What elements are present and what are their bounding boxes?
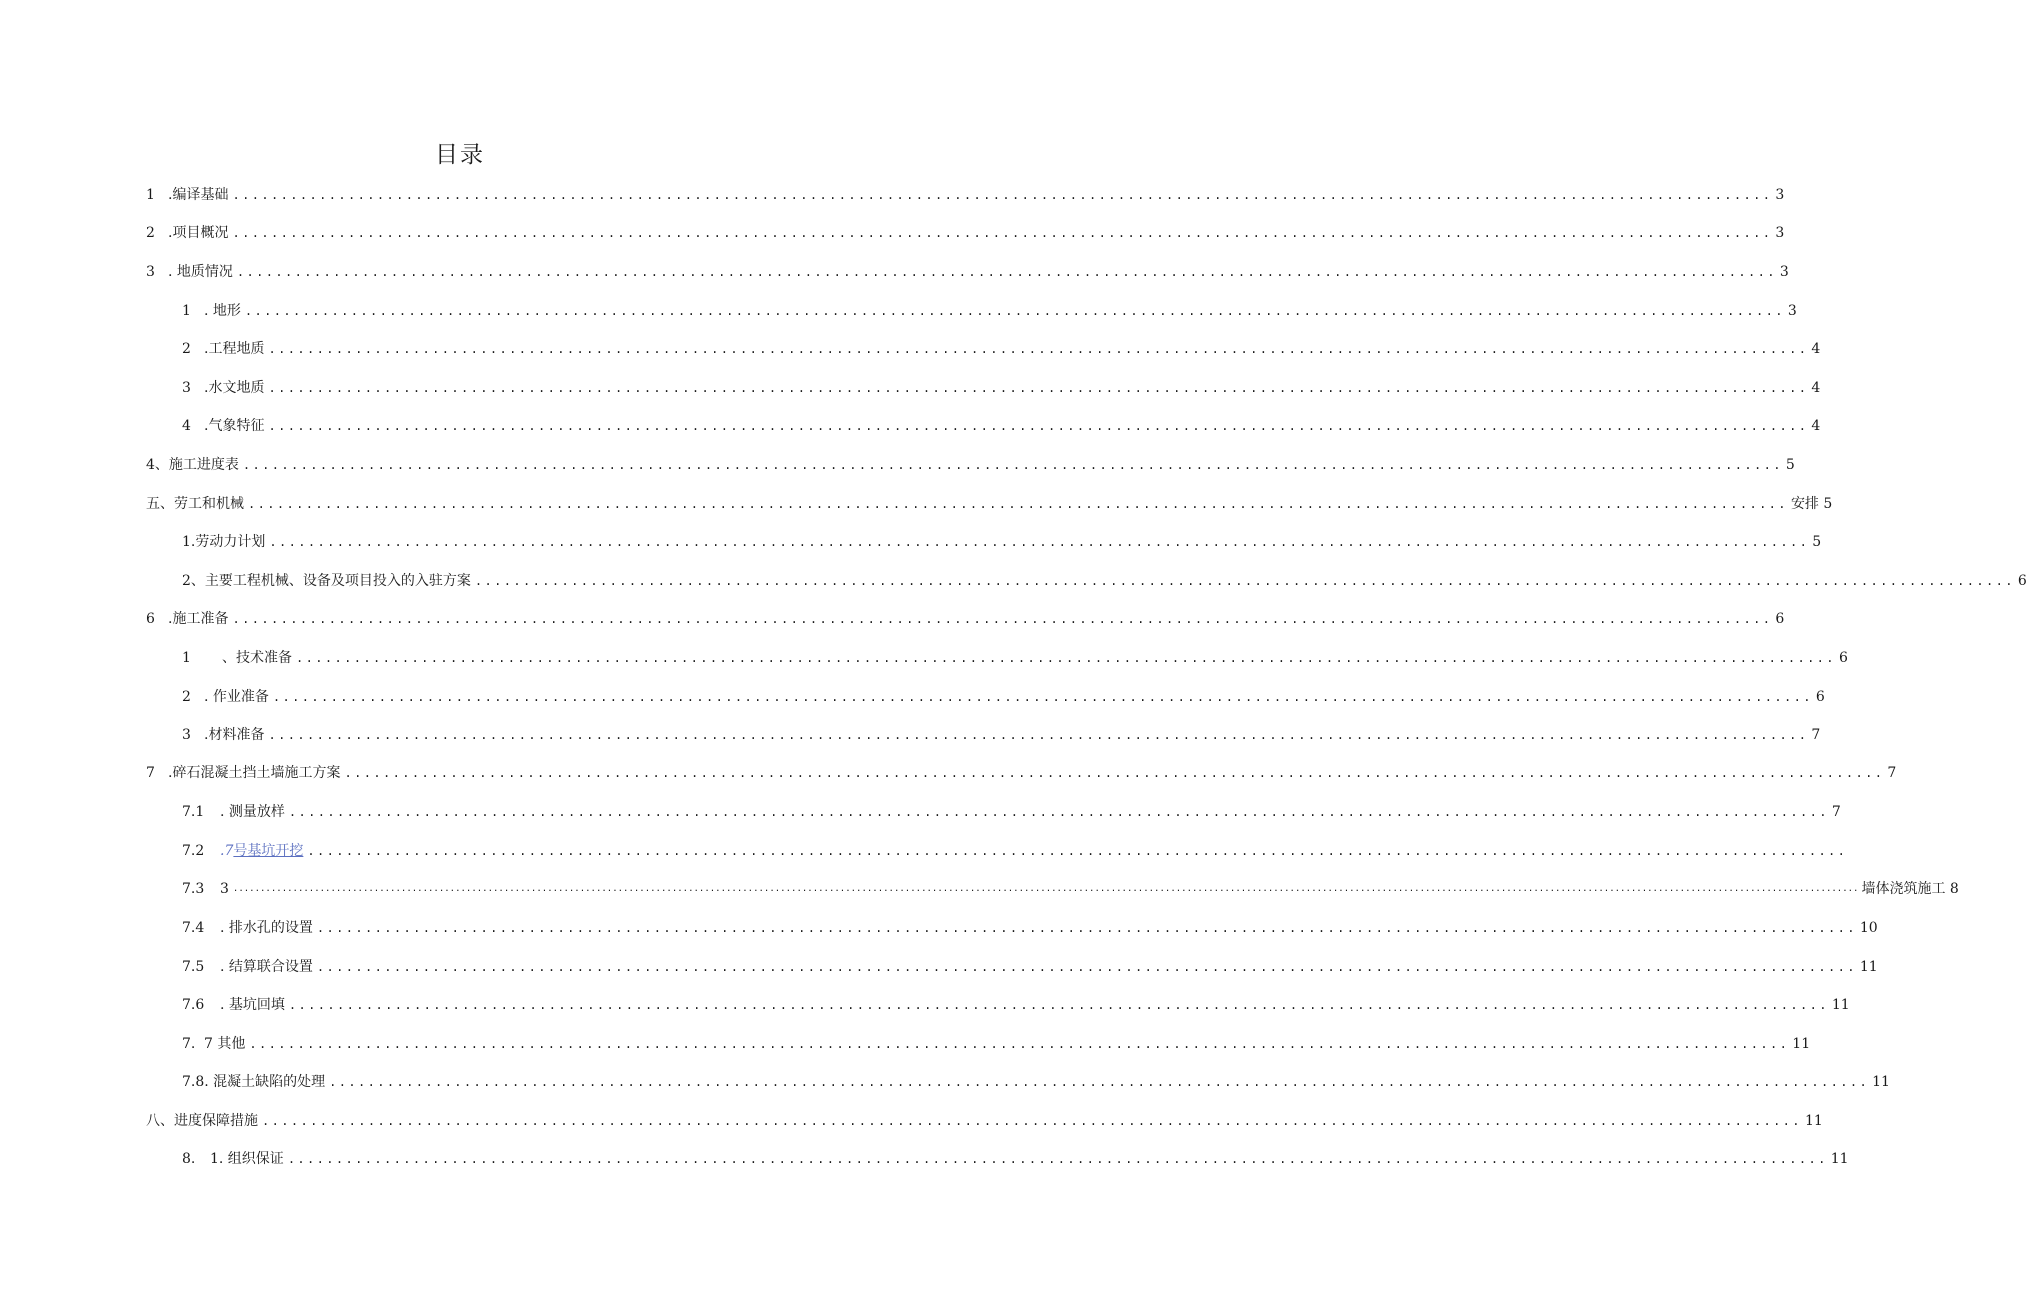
toc-entry-text: . 地质情况 — [168, 264, 233, 280]
toc-entry[interactable] — [182, 956, 1878, 978]
dot-leader: ................................................................................................................................................................ — [232, 226, 1773, 240]
toc-entry-label — [182, 415, 264, 437]
toc-entry-text: . — [220, 843, 225, 859]
toc-entry-text: .编译基础 — [168, 187, 229, 203]
toc-entry-text: .材料准备 — [204, 727, 265, 743]
toc-entry-label — [182, 570, 471, 592]
toc-entry-text: .碎石混凝土挡土墙施工方案 — [168, 765, 341, 781]
toc-entry-page: 4 — [1811, 418, 1821, 434]
toc-entry-page: 3 — [1775, 225, 1785, 241]
toc-entry-italic-number: 7 — [224, 843, 234, 859]
toc-entry[interactable] — [182, 878, 1959, 900]
toc-entry-label — [146, 222, 228, 244]
dot-leader: ................................................................................................................................................................ — [287, 1152, 1828, 1166]
dot-leader: ................................................................................................................................................................ — [316, 921, 1857, 935]
toc-entry-number: 1 — [182, 650, 191, 666]
toc-entry-page: 11 — [1830, 1151, 1849, 1167]
toc-entry-text: 2、主要工程机械、设备及项目投入的入驻方案 — [182, 573, 471, 589]
toc-entry[interactable] — [146, 762, 1897, 784]
dot-leader: ................................................................................................................................................................ — [288, 805, 1829, 819]
dot-leader: ................................................................................................................................................................ — [269, 535, 1810, 549]
toc-entry-number: 3 — [182, 380, 191, 396]
toc-entry-page: 6 — [1815, 689, 1825, 705]
toc-entry[interactable] — [182, 1033, 1811, 1055]
toc-entry[interactable] — [146, 261, 1789, 283]
toc-entry-page: 11 — [1872, 1074, 1890, 1090]
toc-entry[interactable] — [182, 994, 1850, 1016]
toc-entry-number: 6 — [146, 611, 155, 627]
toc-entry-text: . 排水孔的设置 — [220, 920, 313, 936]
toc-entry-page: 安排 5 — [1790, 496, 1833, 512]
toc-entry[interactable] — [146, 184, 1785, 206]
toc-entry-number: 1 — [146, 187, 155, 203]
toc-entry-number: 7.2 — [182, 843, 205, 859]
toc-entry-number: 2 — [182, 689, 191, 705]
toc-title: 目录 — [435, 142, 485, 168]
toc-entry[interactable] — [182, 724, 1821, 746]
toc-entry-page: 5 — [1812, 534, 1822, 550]
toc-entry-label — [182, 647, 292, 669]
toc-entry-label — [182, 917, 313, 939]
toc-entry-text: . 测量放样 — [220, 804, 285, 820]
toc-entry[interactable] — [146, 222, 1785, 244]
toc-entry-label — [182, 1071, 325, 1093]
dot-leader: ................................................................................................................................................................ — [249, 1037, 1790, 1051]
toc-entry-page: 11 — [1859, 959, 1878, 975]
toc-entry-number: 7.3 — [182, 881, 205, 897]
toc-entry-text: 1. 组织保证 — [210, 1151, 284, 1167]
dot-leader: ................................................................................................................................................................ — [268, 342, 1809, 356]
toc-entry-number: 7.6 — [182, 997, 205, 1013]
toc-entry[interactable] — [182, 338, 1821, 360]
toc-entry-label — [146, 762, 340, 784]
toc-entry-text: 五、劳工和机械 — [146, 496, 244, 512]
toc-entry-page: 6 — [1775, 611, 1785, 627]
dot-leader: ................................................................................................................................................................ — [262, 1114, 1802, 1128]
dot-leader: ................................................................................................................................................................ — [316, 960, 1857, 974]
dot-leader: ................................................................................................................................................................ — [288, 998, 1829, 1012]
toc-entry-label — [146, 454, 239, 476]
toc-entry-label — [146, 261, 233, 283]
toc-entry-label — [182, 338, 264, 360]
dot-leader: ................................................................................................................................................................ — [268, 381, 1809, 395]
toc-entry-label — [182, 801, 285, 823]
toc-entry-number: 7 — [146, 765, 155, 781]
toc-entry-label — [182, 377, 264, 399]
toc-entry-page: 3 — [1787, 303, 1797, 319]
toc-entry-page: 4 — [1811, 380, 1821, 396]
toc-entry-label — [146, 1110, 258, 1132]
toc-entry-label — [182, 840, 303, 862]
toc-entry-label — [182, 686, 269, 708]
dot-leader: ................................................................................................................................................................ — [307, 844, 1848, 858]
toc-entry-label — [146, 493, 244, 515]
toc-entry-text: . 地形 — [204, 303, 241, 319]
toc-entry-text: 、技术准备 — [222, 650, 292, 666]
dot-leader: ................................................................................................................................................................ — [236, 265, 1777, 279]
toc-entry[interactable] — [182, 917, 1878, 939]
toc-entry-page: 10 — [1859, 920, 1878, 936]
toc-entry-page: 6 — [1838, 650, 1848, 666]
dot-leader: ................................................................................................................................................................ — [272, 690, 1813, 704]
toc-entry[interactable] — [182, 801, 1841, 823]
toc-entry[interactable] — [146, 608, 1785, 630]
toc-entry-label — [182, 878, 229, 900]
toc-entry[interactable] — [146, 493, 1833, 515]
dot-leader: ................................................................................................................................................................ — [296, 651, 1836, 665]
toc-entry-text: 7.8. 混凝土缺陷的处理 — [182, 1074, 326, 1090]
toc-entry-label — [182, 1033, 245, 1055]
toc-entry-page: 3 — [1775, 187, 1785, 203]
toc-entry-label — [182, 531, 265, 553]
toc-entry-label — [182, 1148, 284, 1170]
toc-entry-page: 3 — [1779, 264, 1789, 280]
toc-entry-number: 1 — [182, 303, 191, 319]
toc-entry-page: 11 — [1831, 997, 1850, 1013]
toc-entry[interactable] — [146, 454, 1795, 476]
toc-entry-number: 7.1 — [182, 804, 205, 820]
toc-entry-link[interactable]: 号基坑开挖 — [233, 843, 304, 859]
toc-entry[interactable] — [182, 840, 1848, 862]
toc-entry-text: 八、进度保障措施 — [146, 1113, 258, 1129]
toc-entry-page: 6 — [2017, 573, 2027, 589]
toc-entry-number: 7.5 — [182, 959, 205, 975]
toc-entry-label — [182, 724, 264, 746]
toc-entry-number: 2 — [182, 341, 191, 357]
dot-leader: ................................................................................................................................................................ — [232, 188, 1773, 202]
toc-entry-number: 7. — [182, 1036, 196, 1052]
dot-leader: ................................................................................................................................................................ — [232, 612, 1773, 626]
toc-entry-text: . 结算联合设置 — [220, 959, 313, 975]
toc-entry-page: 5 — [1785, 457, 1795, 473]
toc-entry-page: 4 — [1811, 341, 1821, 357]
dot-leader: ................................................................................................................................................................ — [474, 574, 2015, 588]
toc-entry[interactable] — [182, 1071, 1890, 1093]
toc-entry-number: 3 — [146, 264, 155, 280]
dot-leader: ................................................................................................................................................................ — [329, 1075, 1870, 1089]
toc-entry-label — [146, 608, 228, 630]
dot-leader: ............................................................................................................................................................................................................................................................................................................ — [232, 884, 1859, 894]
toc-entry-text: .水文地质 — [204, 380, 265, 396]
toc-entry[interactable] — [182, 377, 1821, 399]
toc-entry-label — [182, 994, 285, 1016]
toc-entry[interactable] — [182, 531, 1822, 553]
toc-entry[interactable] — [182, 686, 1825, 708]
toc-entry-text: . 基坑回填 — [220, 997, 285, 1013]
toc-entry-label — [146, 184, 228, 206]
dot-leader: ................................................................................................................................................................ — [242, 458, 1783, 472]
dot-leader: ................................................................................................................................................................ — [268, 419, 1809, 433]
toc-entry-page: 11 — [1792, 1036, 1811, 1052]
toc-entry-number: 3 — [182, 727, 191, 743]
dot-leader: ................................................................................................................................................................ — [344, 766, 1885, 780]
toc-entry-text: .气象特征 — [204, 418, 265, 434]
toc-entry-number: 8. — [182, 1151, 196, 1167]
toc-entry-page: 11 — [1804, 1113, 1823, 1129]
toc-entry[interactable] — [182, 570, 2027, 592]
toc-entry[interactable] — [182, 1148, 1849, 1170]
toc-entry-page: 墙体浇筑施工 8 — [1861, 881, 1959, 897]
toc-entry-text: .项目概况 — [168, 225, 229, 241]
toc-entry-number: 4 — [182, 418, 191, 434]
toc-entry-page: 7 — [1831, 804, 1841, 820]
toc-entry-text: 3 — [220, 881, 229, 897]
toc-entry-label — [182, 300, 241, 322]
toc-entry-number: 2 — [146, 225, 155, 241]
toc-entry-page: 7 — [1887, 765, 1897, 781]
toc-entry-text: .工程地质 — [204, 341, 265, 357]
toc-entry-text: . 作业准备 — [204, 689, 269, 705]
toc-entry-page: 7 — [1811, 727, 1821, 743]
toc-entry-text: 4、施工进度表 — [146, 457, 239, 473]
toc-entry[interactable] — [182, 647, 1848, 669]
toc-entry-number: 7.4 — [182, 920, 205, 936]
dot-leader: ................................................................................................................................................................ — [248, 497, 1788, 511]
toc-entry-text: .施工准备 — [168, 611, 229, 627]
dot-leader: ................................................................................................................................................................ — [244, 304, 1785, 318]
toc-entry[interactable] — [146, 1110, 1823, 1132]
toc-entry[interactable] — [182, 300, 1797, 322]
toc-entry-text: 1.劳动力计划 — [182, 534, 266, 550]
toc-entry-text: 7 其他 — [204, 1036, 246, 1052]
dot-leader: ................................................................................................................................................................ — [268, 728, 1809, 742]
toc-entry[interactable] — [182, 415, 1821, 437]
toc-entry-label — [182, 956, 313, 978]
